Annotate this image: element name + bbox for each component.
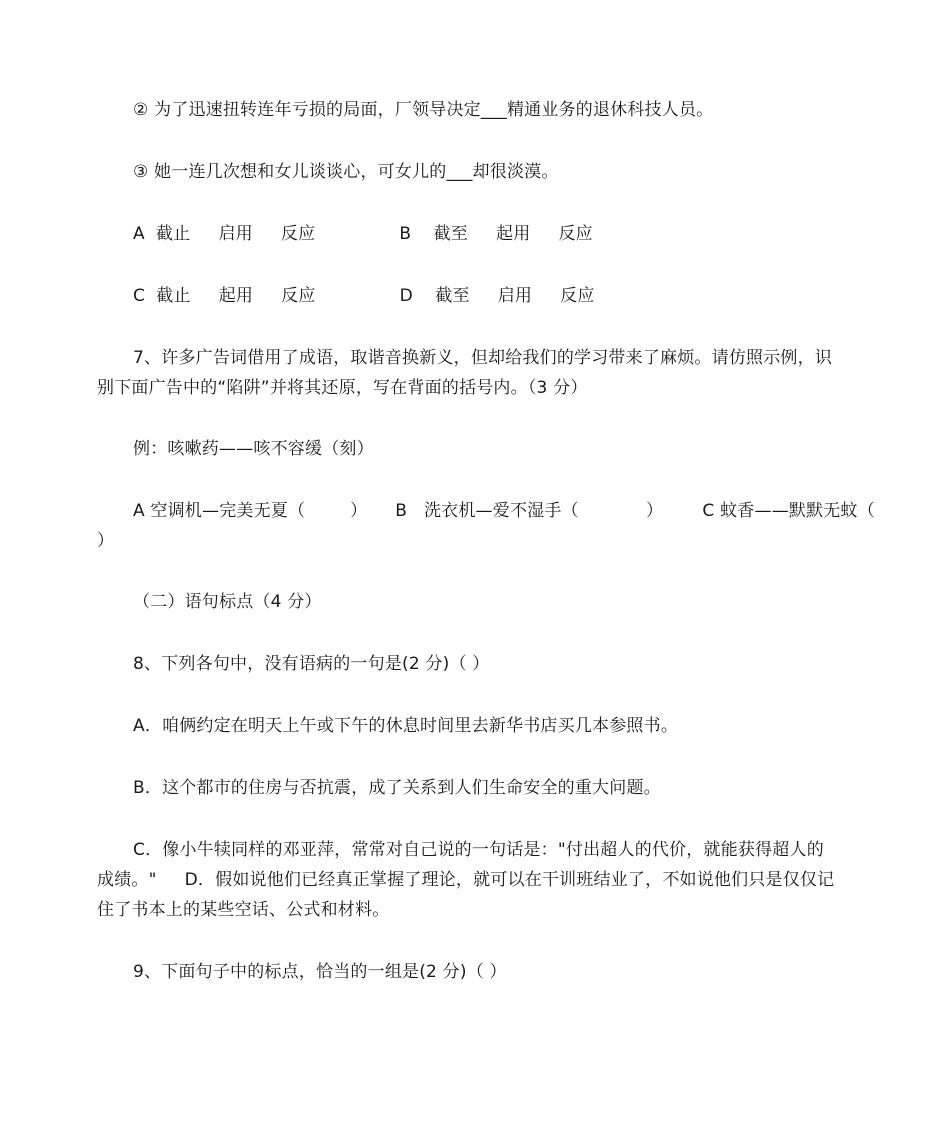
answer-choices-cd: C 截止 起用 反应 D 截至 启用 反应: [133, 286, 595, 306]
example-line: 例：咳嗽药——咳不容缓（刻）: [133, 439, 374, 459]
question-8-option-c-line-1: C．像小牛犊同样的邓亚萍，常常对自己说的一句话是："付出超人的代价，就能获得超人的: [133, 840, 824, 860]
question-8-option-d-end: 住了书本上的某些空话、公式和材料。: [97, 900, 390, 920]
question-7-line-1: 7、许多广告词借用了成语，取谐音换新义，但却给我们的学习带来了麻烦。请仿照示例，识: [133, 348, 833, 368]
answer-choices-ab: A 截止 启用 反应 B 截至 起用 反应: [133, 224, 593, 244]
option-line-3: ③ 她一连几次想和女儿谈谈心，可女儿的___却很淡漠。: [133, 162, 559, 182]
question-8-option-a: A．咱俩约定在明天上午或下午的休息时间里去新华书店买几本参照书。: [133, 716, 679, 736]
question-8-option-b: B．这个都市的住房与否抗震，成了关系到人们生命安全的重大问题。: [133, 778, 661, 798]
question-7-line-2: 别下面广告中的“陷阱”并将其还原，写在背面的括号内。（3 分）: [97, 378, 588, 398]
question-8-option-c-line-2: 成绩。" D．假如说他们已经真正掌握了理论，就可以在干训班结业了，不如说他们只是仅仅记: [97, 870, 835, 890]
section-heading: （二）语句标点（4 分）: [133, 592, 322, 612]
ad-items-line: A 空调机—完美无夏（ ） B 洗衣机—爱不湿手（ ） C 蚊香——默默无蚊（: [133, 501, 875, 521]
question-9: 9、下面句子中的标点，恰当的一组是(2 分)（ ）: [133, 962, 507, 982]
option-line-2: ② 为了迅速扭转连年亏损的局面，厂领导决定___精通业务的退休科技人员。: [133, 100, 714, 120]
ad-items-line-end: ）: [97, 531, 115, 551]
question-8: 8、下列各句中，没有语病的一句是(2 分)（ ）: [133, 654, 490, 674]
